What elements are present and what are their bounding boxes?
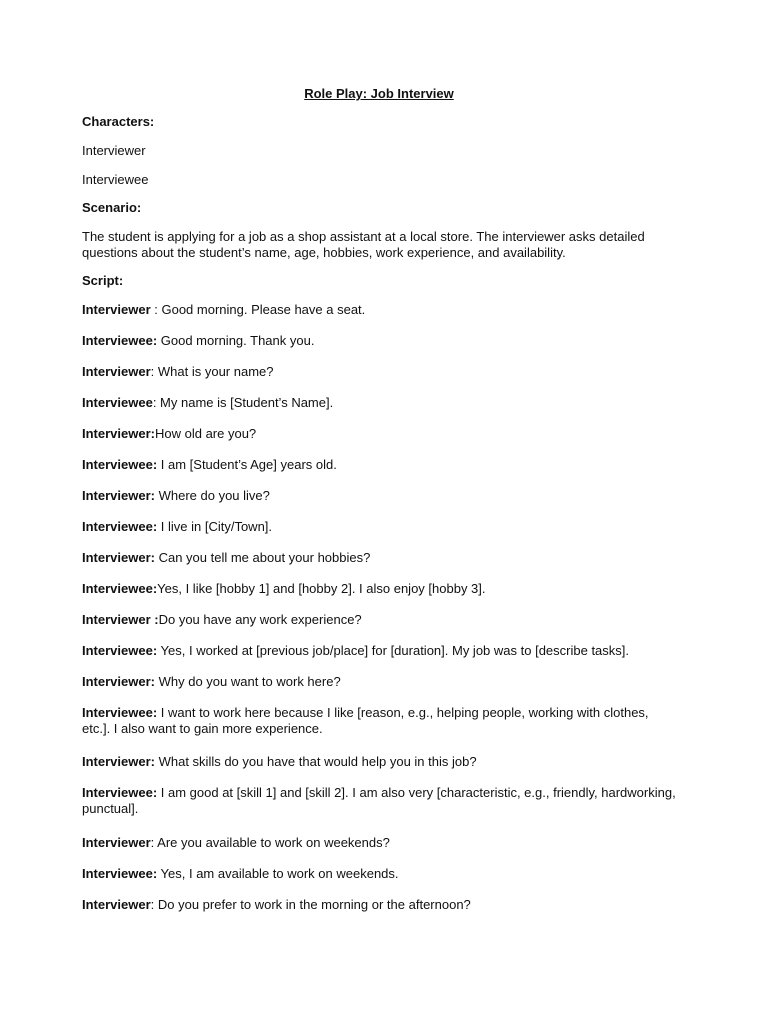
script-line [82, 426, 676, 442]
script-line [82, 866, 676, 882]
script-line [82, 519, 676, 535]
speaker-label: Interviewer: [82, 754, 155, 769]
dialogue-text: : What is your name? [150, 364, 274, 379]
dialogue-text: Can you tell me about your hobbies? [154, 550, 371, 565]
script-line [82, 612, 676, 628]
dialogue-text: Good morning. Thank you. [157, 333, 315, 348]
script-line [82, 302, 676, 318]
scenario-text: The student is applying for a job as a shop assistant at a local store. The interviewer asks detailed questions about the student’s name, age, hobbies, work experience, and availability. [82, 229, 645, 260]
script-line [82, 581, 676, 597]
dialogue-text: Do you have any work experience? [158, 612, 362, 627]
scenario-heading: Scenario: [82, 200, 142, 215]
dialogue-text: Why do you want to work here? [154, 674, 341, 689]
script-line [82, 785, 676, 817]
document-title: Role Play: Job Interview [304, 86, 454, 101]
dialogue-text: : Do you prefer to work in the morning or the afternoon? [150, 897, 471, 912]
dialogue-text: How old are you? [154, 426, 257, 441]
script-line [82, 643, 676, 659]
script-line [82, 835, 676, 851]
dialogue-text: I am [Student’s Age] years old. [157, 457, 337, 472]
dialogue-text: : Good morning. Please have a seat. [154, 302, 366, 317]
script-line [82, 897, 676, 913]
dialogue-text: Where do you live? [154, 488, 270, 503]
script-line [82, 550, 676, 566]
speaker-label: Interviewer: [82, 550, 155, 565]
speaker-label: Interviewee: [82, 581, 158, 596]
script-line [82, 364, 676, 380]
dialogue-text: : My name is [Student’s Name]. [152, 395, 334, 410]
speaker-label: Interviewee: [82, 457, 158, 472]
speaker-label: Interviewee: [82, 333, 158, 348]
dialogue-text: I want to work here because I like [reason, e.g., helping people, working with clothes, etc.]. I also want to gain more experience. [82, 705, 649, 736]
speaker-label: Interviewer [82, 897, 151, 912]
dialogue-text: I am good at [skill 1] and [skill 2]. I am also very [characteristic, e.g., friendly, hardworking, punctual]. [82, 785, 676, 816]
script-line [82, 674, 676, 690]
character-interviewee: Interviewee [82, 172, 149, 187]
speaker-label: Interviewer: [82, 674, 155, 689]
characters-heading: Characters: [82, 114, 155, 129]
dialogue-text: Yes, I like [hobby 1] and [hobby 2]. I also enjoy [hobby 3]. [157, 581, 486, 596]
speaker-label: Interviewee: [82, 705, 158, 720]
dialogue-text: What skills do you have that would help you in this job? [154, 754, 477, 769]
character-interviewer: Interviewer [82, 143, 146, 158]
dialogue-text: : Are you available to work on weekends? [150, 835, 390, 850]
script-line [82, 395, 676, 411]
dialogue-text: Yes, I worked at [previous job/place] for [duration]. My job was to [describe tasks]. [157, 643, 630, 658]
speaker-label: Interviewer: [82, 488, 155, 503]
dialogue-text: I live in [City/Town]. [157, 519, 273, 534]
script-line [82, 457, 676, 473]
script-heading: Script: [82, 273, 124, 288]
script-line [82, 333, 676, 349]
speaker-label: Interviewee: [82, 866, 158, 881]
dialogue-text: Yes, I am available to work on weekends. [157, 866, 399, 881]
speaker-label: Interviewee: [82, 519, 158, 534]
script-line [82, 754, 676, 770]
speaker-label: Interviewer [82, 302, 155, 317]
speaker-label: Interviewee: [82, 643, 158, 658]
speaker-label: Interviewer: [82, 426, 155, 441]
speaker-label: Interviewer : [82, 612, 159, 627]
script-line [82, 488, 676, 504]
speaker-label: Interviewee [82, 395, 153, 410]
speaker-label: Interviewer [82, 835, 151, 850]
speaker-label: Interviewee: [82, 785, 158, 800]
speaker-label: Interviewer [82, 364, 151, 379]
script-line [82, 705, 676, 737]
